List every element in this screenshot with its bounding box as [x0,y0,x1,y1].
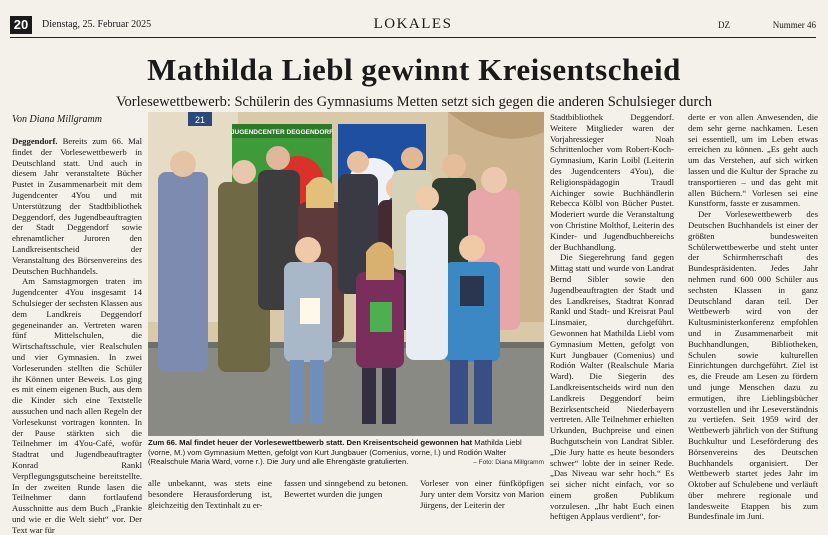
article-bottom-column-2: fassen und sinngebend zu betonen. Bewertet wurden die jungen [284,478,408,499]
banner-text: JUGENDCENTER DEGGENDORF [230,129,334,136]
article-column-2 [550,112,674,522]
group-photo-illustration [148,112,544,436]
paragraph: Die Siegerehrung fand gegen Mittag statt und wurde von Landrat Bernd Sibler sowie den Jugendbeauftragten der Stadt und des Landkreises, Stadtrat Konrad Rankl und Stadt- und Kreisrat Paul Linsmaier, durchgeführt. Gewonnen hat Mathilda Liebl vom Gymnasium Metten, gefolgt von Kurt Jungbauer (Comenius) und Rodión Walter (Realschule Maria Ward). Die Siegerin des Landkreisentscheids wird nun den Landkreis Deggendorf beim Bezirksentscheid Niederbayern vertreten. Alle Teilnehmer erhielten Urkunden, Buchpreise und einen Buchgutschein von Landrat Sibler. „Die Jury hatte es heute besonders schwer“ lobte der in seiner Rede. „Das Niveau war sehr hoch.“ Es sei sicher nicht einfach, vor so einem großen Publikum vorzulesen. „Ihr habt Euch einen heftigen Applaus verdient“, for- [550,252,674,522]
subheadline: Vorlesewettbewerb: Schülerin des Gymnasiums Metten setzt sich gegen die anderen Schulsieger durch [115,94,713,110]
masthead [10,16,816,38]
paragraph: Am Samstagmorgen traten im Jugendcenter 4You insgesamt 14 Schulsieger der sechsten Klassen aus dem Landkreis Deggendorf gegeneinander an. Vertreten waren fünf Mittelschulen, die Wirtschaftsschule, vier Realschulen und vier Gymnasien. In zwei Vorleserunden stellten die Schüler ihr Können unter Beweis. Los ging es mit einem eigenen Buch, aus dem die Kinder sich eine Textstelle aussuchen und nach allen Regeln der Vorlesekunst vortragen konnten. In der Pause stärkten sich die Teilnehmer im 4You-Café, wofür Stadtrat und Jugendbeauftragter Konrad Rankl Verpflegungsgutscheine bereitstellte. In der zweiten Runde lasen die Teilnehmer dann fortlaufend Ausschnitte aus dem Buch „Frankie und wie er die Welt sieht“ vor. Der Text war für [12,276,142,535]
photo-credit: – Foto: Diana Millgramm [473,459,544,467]
article-column-3 [688,112,818,522]
caption-text: Mathilda Liebl (vorne, M.) vom Gymnasium Metten, gefolgt von Kurt Jungbauer (Comenius, vorne, l.) und Rodión Walter (Realschule Maria Ward, vorne r.). Die Jury und alle Ehrengäste gratulierten. [148,438,522,467]
byline: Von Diana Millgramm [12,114,102,125]
section-title: LOKALES [373,16,453,32]
issue-number: Nummer 46 [772,20,816,30]
article-column-1 [12,136,142,535]
article-bottom-column-3: Vorleser von einer fünfköpfigen Jury unter dem Vorsitz von Marion Jürgens, der Leiterin der [420,478,544,510]
photo-caption [148,438,544,467]
issue-date: Dienstag, 25. Februar 2025 [42,19,152,30]
page-number: 20 [10,16,32,34]
publication-abbrev: DZ [718,20,730,30]
house-number-sign: 21 [194,115,206,125]
caption-lead: Zum 66. Mal findet heuer der Vorlesewettbewerb statt. Den Kreisentscheid gewonnen hat [148,438,473,447]
headline: Mathilda Liebl gewinnt Kreisentscheid [147,52,681,87]
dateline: Deggendorf. [12,136,58,146]
paragraph [12,136,142,276]
paragraph: Der Vorlesewettbewerb des Deutschen Buchhandels ist einer der größten bundesweiten Schülerwettbewerbe und steht unter der Schirmherrschaft des Bundespräsidenten. Jedes Jahr nehmen rund 600 000 Schüler aus sechsten Klassen in ganz Deutschland daran teil. Der Wettbewerb wird von der Kultusministerkonferenz empfohlen und in Zusammenarbeit mit Buchhandlungen, Bibliotheken, Schulen sowie kulturellen Einrichtungen durchgeführt. Ziel ist es, die Freude am Lesen zu fördern und junge Menschen dazu zu ermutigen, ihre Lieblingsbücher vorzustellen und ihr Leseverständnis zu vertiefen. Seit 1959 wird der Wettbewerb jährlich von der Stiftung Buchkultur und Leseförderung des Börsenvereins des Deutschen Buchhandels organisiert. Der Wettbewerb startet jedes Jahr im Oktober auf Schulebene und verläuft über mehrere regionale und landesweite Etappen bis zum Bundesfinale im Juni. [688,209,818,522]
article-bottom-column-1: alle unbekannt, was stets eine besondere Herausforderung ist, gleichzeitig den Textinhalt zu er- [148,478,272,510]
paragraph: Stadtbibliothek Deggendorf. Weitere Mitglieder waren der Vorjahressieger Noah Schrittenlocher vom Robert-Koch-Gymnasium, Karin Loibl (Leiterin des Jugendcenters 4You), die Religionspädagogin Traudl Aichinger sowie Buchhändlerin Rebecca Kölbl von Bücher Pustet. Moderiert wurde die Veranstaltung von Christine Molthof, Leiterin des Kinder- und Jugendbuchbereichs der Buchhandlung. [550,112,674,252]
paragraph-text: Bereits zum 66. Mal findet der Vorlesewettbewerb in Deutschland statt. Und auch in diesem Jahr veranstaltete Bücher Pustet in Zusammenarbeit mit dem Jugendcenter 4You und mit Unterstützung der Stadtbibliothek Deggendorf, des Jugendbeauftragten der Stadt Deggendorf sowie ehrenamtlicher Juroren den Landkreisentscheid der Veranstaltung des Börsenvereins des Deutschen Buchhandels. [12,136,142,276]
paragraph: derte er von allen Anwesenden, die dem sehr gerne nachkamen. Lesen sei essentiell, um im Leben etwas erreichen zu können. „Es geht auch um das Verstehen, auf sich wirken lassen und die Kultur der Sprache zu transportieren – und das geht mit allen Büchern.“ Vorlesen sei eine Kunstform, fasste er zusammen. [688,112,818,209]
group-photo [148,112,544,436]
